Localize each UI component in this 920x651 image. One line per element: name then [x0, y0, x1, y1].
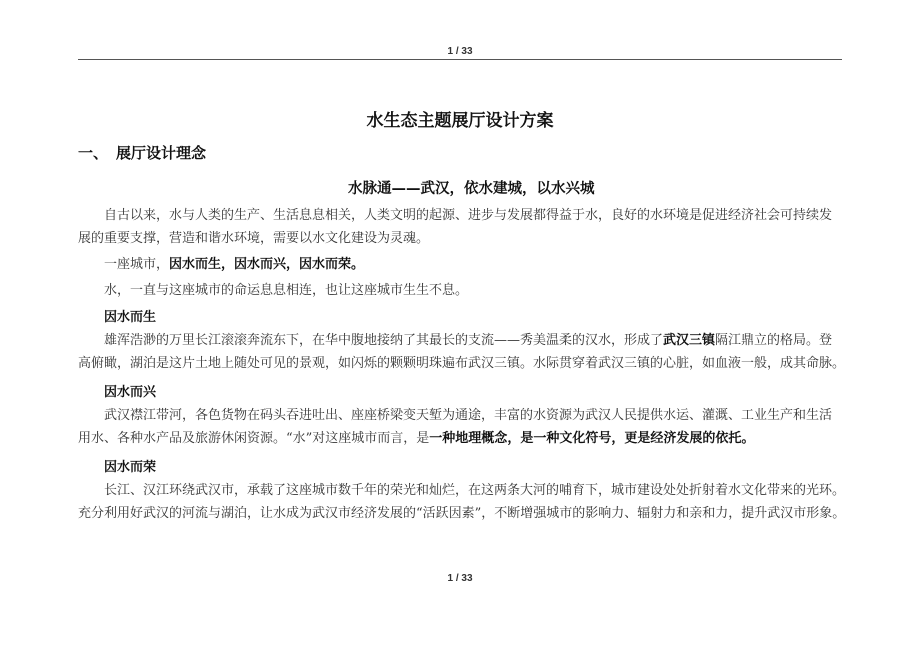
born-heading: 因水而生	[104, 310, 157, 325]
water-paragraph	[78, 279, 850, 302]
prosper-heading: 因水而荣	[104, 460, 157, 475]
section-heading	[78, 142, 206, 163]
born-line-2: 高俯瞰，湖泊是这片土地上随处可见的景观，如闪烁的颗颗明珠遍布武汉三镇。水际贯穿着武汉三镇的心脏，如血液一般，成其命脉。	[78, 356, 846, 371]
document-title: 水生态主题展厅设计方案	[366, 111, 554, 131]
city-bold: 因水而生，因水而兴，因水而荣。	[169, 257, 365, 272]
rise-line2-b2: 一种文化符号	[533, 431, 612, 446]
city-prefix: 一座城市，	[104, 257, 170, 272]
intro-line-2: 展的重要支撑，营造和谐水环境，需要以水文化建设为灵魂。	[78, 231, 430, 246]
footer-page-number: 1 / 33	[447, 573, 473, 584]
rise-line-1: 武汉襟江带河，各色货物在码头吞进吐出、座座桥梁变天堑为通途，丰富的水资源为武汉人民提供水运、灌溉、工业生产和生活	[104, 408, 833, 423]
rise-line2-d: ，	[611, 431, 625, 446]
prosper-line-2: 充分利用好武汉的河流与湖泊，让水成为武汉市经济发展的“活跃因素”，不断增强城市的影响力、辐射力和亲和力，提升武汉市形象。	[78, 506, 846, 521]
rise-line2-a: 用水、各种水产品及旅游休闲资源。“水”对这座城市而言，是	[78, 431, 430, 446]
section-title: 展厅设计理念	[116, 144, 207, 162]
water-line: 水，一直与这座城市的命运息息相连，也让这座城市生生不息。	[104, 283, 469, 298]
rise-paragraph	[78, 404, 850, 450]
intro-line-1: 自古以来，水与人类的生产、生活息息相关，人类文明的起源、进步与发展都得益于水，良好的水环境是促进经济社会可持续发	[104, 208, 833, 223]
rise-heading: 因水而兴	[104, 385, 157, 400]
header-rule	[78, 59, 842, 60]
city-paragraph	[78, 253, 850, 276]
born-line1-a: 雄浑浩渺的万里长江滚滚奔流东下，在华中腹地接纳了其最长的支流——秀美温柔的汉水，形成了	[104, 333, 664, 348]
intro-paragraph	[78, 204, 850, 250]
rise-line2-b3: 更是经济发展的依托。	[624, 431, 755, 446]
prosper-paragraph	[78, 479, 850, 525]
born-line1-b: 隔江鼎立的格局。登	[715, 333, 833, 348]
born-paragraph	[78, 329, 850, 375]
section-number: 一、	[78, 144, 109, 162]
born-line1-bold: 武汉三镇	[663, 333, 716, 348]
prosper-line-1: 长江、汉江环绕武汉市，承载了这座城市数千年的荣光和灿烂，在这两条大河的哺育下，城市建设处处折射着水文化带来的光环。	[104, 483, 846, 498]
rise-line2-c: ，是	[507, 431, 534, 446]
subtitle: 水脉通——武汉，依水建城，以水兴城	[348, 181, 595, 197]
rise-line2-b1: 一种地理概念	[429, 431, 508, 446]
header-page-number: 1 / 33	[447, 46, 473, 57]
